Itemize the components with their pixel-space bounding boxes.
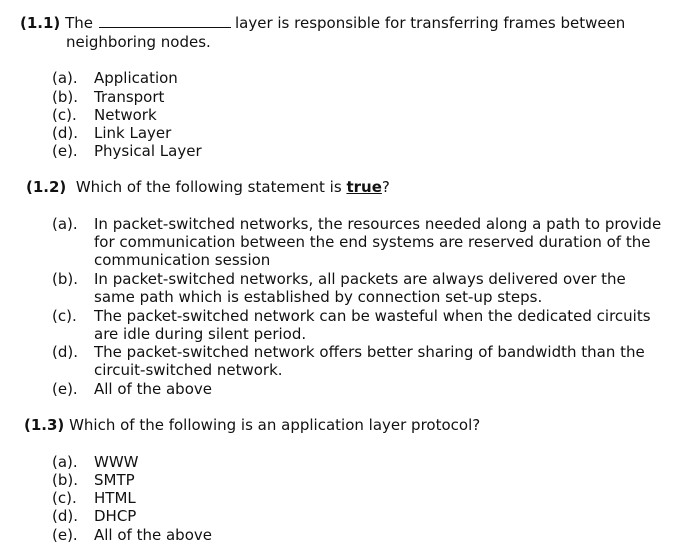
option-letter: (b). xyxy=(52,88,78,106)
question-number: (1.2) xyxy=(26,178,67,196)
option-letter: (b). xyxy=(52,471,78,489)
option-letter: (e). xyxy=(52,526,78,544)
option-letter: (c). xyxy=(52,307,77,325)
option-letter: (c). xyxy=(52,489,77,507)
question-1-3-stem xyxy=(24,416,480,434)
option-text: DHCP xyxy=(94,507,137,525)
option-text: Network xyxy=(94,106,157,124)
option-text: All of the above xyxy=(94,526,212,544)
question-text-pre: The xyxy=(65,14,93,32)
question-1-1-stem-line2: neighboring nodes. xyxy=(66,33,211,51)
option-letter: (e). xyxy=(52,380,78,398)
option-letter: (d). xyxy=(52,124,78,142)
option-text: Physical Layer xyxy=(94,142,202,160)
question-text: Which of the following is an application layer protocol? xyxy=(69,416,481,434)
option-letter: (d). xyxy=(52,507,78,525)
option-letter: (c). xyxy=(52,106,77,124)
option-letter: (e). xyxy=(52,142,78,160)
option-text: The packet-switched network offers better sharing of bandwidth than the circuit-switched network. xyxy=(94,343,645,379)
question-text-post: layer is responsible for transferring frames between xyxy=(234,14,626,32)
option-text: HTML xyxy=(94,489,136,507)
question-1-2-stem xyxy=(26,178,390,196)
option-letter: (a). xyxy=(52,69,78,87)
emphasized-word: true xyxy=(346,178,382,196)
option-letter: (d). xyxy=(52,343,78,361)
option-text: In packet-switched networks, the resources needed along a path to provide for communication between the end systems are reserved duration of the communication session xyxy=(94,215,662,269)
fill-in-blank xyxy=(99,15,231,28)
option-letter: (a). xyxy=(52,215,78,233)
option-text: WWW xyxy=(94,453,139,471)
option-text: Application xyxy=(94,69,178,87)
question-text-post: ? xyxy=(381,178,390,196)
question-1-1-stem xyxy=(20,14,625,32)
question-number: (1.3) xyxy=(24,416,65,434)
option-text: Transport xyxy=(94,88,165,106)
option-text: All of the above xyxy=(94,380,212,398)
option-letter: (a). xyxy=(52,453,78,471)
question-number: (1.1) xyxy=(20,14,61,32)
option-text: Link Layer xyxy=(94,124,172,142)
option-text: SMTP xyxy=(94,471,135,489)
option-letter: (b). xyxy=(52,270,78,288)
option-text: The packet-switched network can be wasteful when the dedicated circuits are idle during silent period. xyxy=(94,307,651,343)
option-text: In packet-switched networks, all packets are always delivered over the same path which is established by connection set-up steps. xyxy=(94,270,626,306)
question-text-pre: Which of the following statement is xyxy=(75,178,342,196)
